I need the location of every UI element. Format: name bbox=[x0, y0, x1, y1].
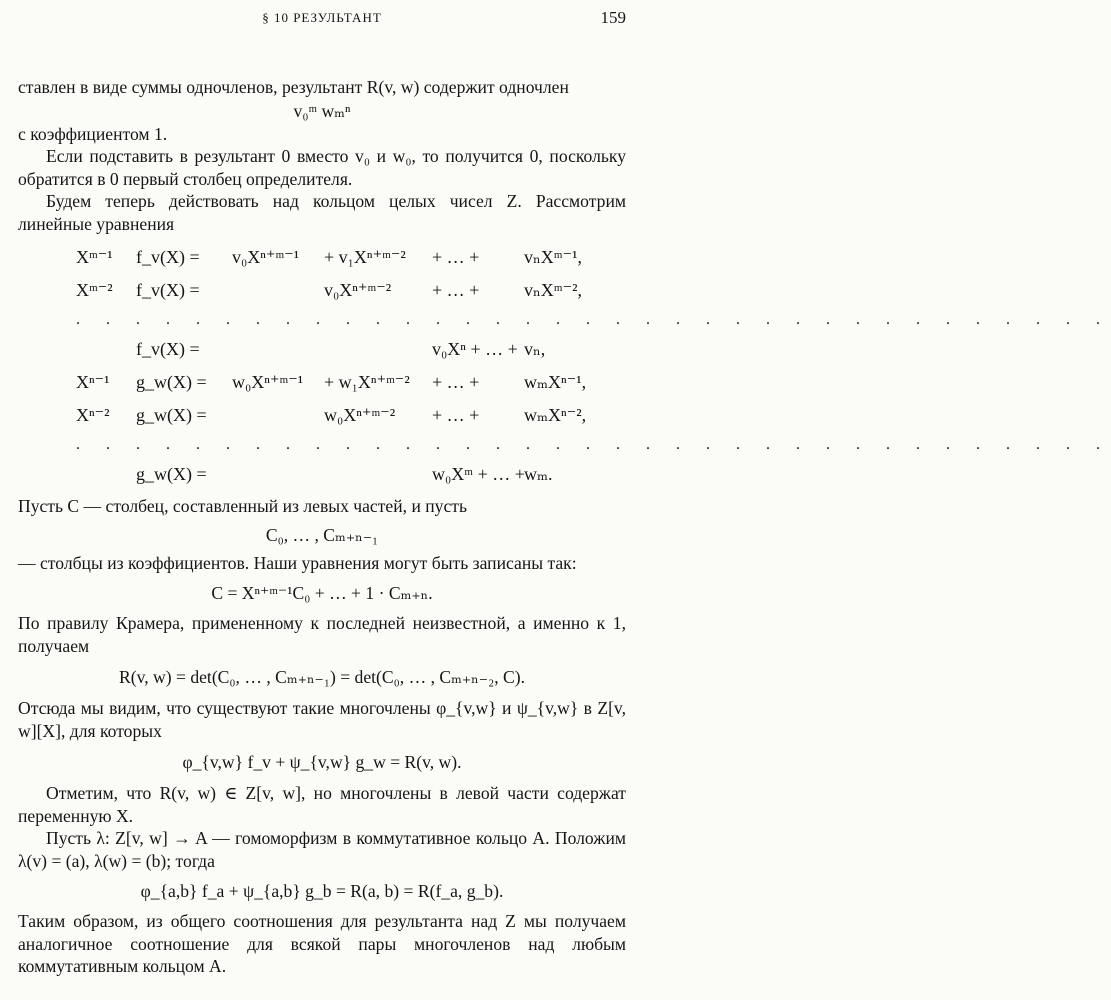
page bbox=[18, 8, 1111, 978]
paragraph-6: — столбцы из коэффициентов. Наши уравнения могут быть записаны так: bbox=[18, 552, 577, 573]
equation-cell: f_v(X) = bbox=[136, 247, 200, 267]
equation-cell: vₙXᵐ⁻², bbox=[524, 280, 582, 300]
formula-column-sum: C = Xⁿ⁺ᵐ⁻¹C₀ + … + 1 · Cₘ₊ₙ. bbox=[211, 583, 433, 603]
equation-cell bbox=[324, 458, 432, 491]
equation-cell: w₀Xⁿ⁺ᵐ⁻¹ bbox=[232, 372, 304, 392]
paragraph-7: По правилу Крамера, примененному к последней неизвестной, а именно к 1, получаем bbox=[18, 613, 626, 656]
equation-row bbox=[76, 399, 626, 432]
equation-cell bbox=[232, 458, 324, 491]
equation-row bbox=[76, 458, 626, 491]
equation-cell: Xᵐ⁻² bbox=[76, 280, 113, 300]
running-title: § 10 РЕЗУЛЬТАНТ bbox=[262, 10, 382, 25]
equation-cell bbox=[232, 274, 324, 307]
equation-cell: g_w(X) = bbox=[136, 372, 207, 392]
paragraph-4: Будем теперь действовать над кольцом целых чисел Z. Рассмотрим линейные уравнения bbox=[18, 191, 626, 234]
equation-row bbox=[76, 241, 626, 274]
equation-cell: w₀Xⁿ⁺ᵐ⁻² bbox=[324, 405, 396, 425]
equation-cell: g_w(X) = bbox=[136, 405, 207, 425]
formula-cramer: R(v, w) = det(C₀, … , Cₘ₊ₙ₋₁) = det(C₀, … , Cₘ₊ₙ₋₂, C). bbox=[119, 667, 525, 687]
equation-cell: + w₁Xⁿ⁺ᵐ⁻² bbox=[324, 372, 410, 392]
equation-cell: v₀Xⁿ⁺ᵐ⁻¹ bbox=[232, 247, 300, 267]
paragraph-1: ставлен в виде суммы одночленов, результант R(v, w) содержит одночлен bbox=[18, 77, 569, 97]
equation-row bbox=[76, 274, 626, 307]
page-header bbox=[18, 8, 626, 30]
paragraph-11: Таким образом, из общего соотношения для результанта над Z мы получаем аналогичное соотношение для всякой пары многочленов над любым коммутативным кольцом A. bbox=[18, 911, 626, 976]
equation-cell: g_w(X) = bbox=[136, 464, 207, 484]
paragraph-3: Если подставить в результант 0 вместо v₀ и w₀, то получится 0, поскольку обратится в 0 первый столбец определителя. bbox=[18, 146, 626, 189]
equation-cell bbox=[232, 333, 324, 366]
paragraph-9: Отметим, что R(v, w) ∈ Z[v, w], но многочлены в левой части содержат переменную X. bbox=[18, 783, 626, 826]
equation-cell: v₀Xⁿ⁺ᵐ⁻² bbox=[324, 280, 392, 300]
equation-cell: + … + bbox=[432, 247, 480, 267]
paragraph-8: Отсюда мы видим, что существуют такие многочлены φ_{v,w} и ψ_{v,w} в Z[v, w][X], для которых bbox=[18, 698, 626, 741]
equation-cell: wₘXⁿ⁻¹, bbox=[524, 372, 587, 392]
equation-cell: wₘXⁿ⁻², bbox=[524, 405, 587, 425]
ellipsis-row: . . . . . . . . . . . . . . . . . . . . . . . . . . . . . . . . . . . bbox=[76, 311, 1111, 328]
paragraph-10: Пусть λ: Z[v, w] → A — гомоморфизм в коммутативное кольцо A. Положим λ(v) = (a), λ(w) = (b); тогда bbox=[18, 828, 626, 871]
paragraph-2: с коэффициентом 1. bbox=[18, 123, 168, 144]
equation-cell: + … + bbox=[432, 405, 480, 425]
equation-cell: vₙXᵐ⁻¹, bbox=[524, 247, 582, 267]
equation-cell: Xⁿ⁻² bbox=[76, 405, 110, 425]
equation-cell: + … + bbox=[432, 372, 480, 392]
equation-cell: Xⁿ⁻¹ bbox=[76, 372, 110, 392]
formula-monomial: v₀ᵐ wₘⁿ bbox=[293, 100, 351, 121]
page-number: 159 bbox=[600, 8, 626, 27]
paragraph-5: Пусть C — столбец, составленный из левых частей, и пусть bbox=[18, 496, 467, 516]
equation-cell: w₀Xᵐ + … + bbox=[432, 464, 525, 484]
equation-cell bbox=[232, 399, 324, 432]
equation-row bbox=[76, 333, 626, 366]
equation-cell: f_v(X) = bbox=[136, 339, 200, 359]
formula-phi-psi: φ_{v,w} f_v + ψ_{v,w} g_w = R(v, w). bbox=[182, 752, 462, 772]
formula-columns: C₀, … , Cₘ₊ₙ₋₁ bbox=[265, 524, 379, 545]
equation-cell: + … + bbox=[432, 280, 480, 300]
linear-system bbox=[76, 241, 1111, 491]
formula-specialization: φ_{a,b} f_a + ψ_{a,b} g_b = R(a, b) = R(f_a, g_b). bbox=[140, 881, 504, 901]
equation-cell: v₀Xⁿ + … + bbox=[432, 339, 518, 359]
equation-cell bbox=[76, 458, 136, 491]
equation-cell: Xᵐ⁻¹ bbox=[76, 247, 113, 267]
equation-cell: f_v(X) = bbox=[136, 280, 200, 300]
ellipsis-row: . . . . . . . . . . . . . . . . . . . . . . . . . . . . . . . . . . . bbox=[76, 436, 1111, 453]
equation-row bbox=[76, 366, 626, 399]
equation-cell bbox=[76, 333, 136, 366]
equation-cell: + v₁Xⁿ⁺ᵐ⁻² bbox=[324, 247, 406, 267]
equation-cell bbox=[324, 333, 432, 366]
equation-cell: wₘ. bbox=[524, 464, 553, 484]
equation-cell: vₙ, bbox=[524, 339, 546, 359]
